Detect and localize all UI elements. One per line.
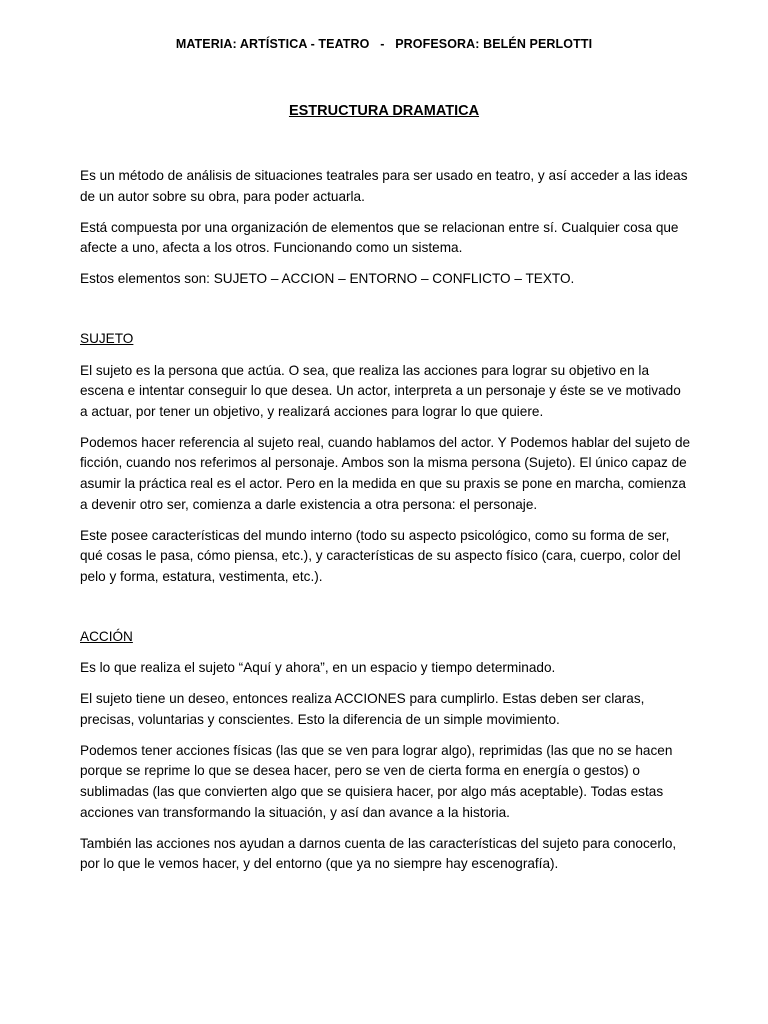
section-heading-sujeto: SUJETO: [80, 331, 134, 347]
section-heading-accion: ACCIÓN: [80, 629, 133, 644]
sujeto-paragraph: Podemos hacer referencia al sujeto real, cuando hablamos del actor. Y Podemos hablar del sujeto de ficción, cuando nos referimos al personaje. Ambos son la misma persona (Sujeto). El único capaz de asumir la práctica real es el actor. Pero en la medida en que su praxis se pone en marcha, comienza a devenir otro ser, comienza a darle existencia a otra persona: el personaje.: [80, 434, 691, 512]
section-spacer: [80, 300, 692, 329]
accion-paragraph: El sujeto tiene un deseo, entonces realiza ACCIONES para cumplirlo. Estas deben ser claras, precisas, voluntarias y conscientes. Esto la diferencia de un simple movimiento.: [80, 691, 645, 727]
accion-paragraph: Es lo que realiza el sujeto “Aquí y ahora”, en un espacio y tiempo determinado.: [80, 660, 556, 676]
sujeto-paragraph: Este posee características del mundo interno (todo su aspecto psicológico, como su forma de ser, qué cosas le pasa, cómo piensa, etc.), y características de su aspecto físico (cara, cuerpo, color del pelo y forma, estatura, vestimenta, etc.).: [80, 527, 681, 584]
section-spacer: [80, 598, 692, 627]
sujeto-paragraph: El sujeto es la persona que actúa. O sea, que realiza las acciones para lograr su objetivo en la escena e intentar conseguir lo que desea. Un actor, interpreta a un personaje y éste se ve motivado a actuar, por tener un objetivo, y realizará acciones para lograr lo que quiere.: [80, 362, 681, 419]
document-title: ESTRUCTURA DRAMATICA: [288, 103, 480, 119]
intro-paragraph: Está compuesta por una organización de elementos que se relacionan entre sí. Cualquier cosa que afecte a uno, afecta a los otros. Funcionando como un sistema.: [80, 219, 679, 256]
accion-paragraph: Podemos tener acciones físicas (las que se ven para lograr algo), reprimidas (las que no se hacen porque se reprime lo que se desea hacer, pero se ven de cierta forma en energía o gestos) o sublimadas (las que convierten algo que se quisiera hacer, por algo más aceptable). Todas estas acciones van transformando la situación, y así dan avance a la historia.: [80, 742, 673, 820]
intro-paragraph: Es un método de análisis de situaciones teatrales para ser usado en teatro, y así acceder a las ideas de un autor sobre su obra, para poder actuarla.: [80, 168, 688, 204]
document-header: MATERIA: ARTÍSTICA - TEATRO - PROFESORA: BELÉN PERLOTTI: [175, 37, 593, 51]
document-body: [80, 166, 692, 885]
accion-paragraph: También las acciones nos ayudan a darnos cuenta de las características del sujeto para conocerlo, por lo que le vemos hacer, y del entorno (que ya no siempre hay escenografía).: [80, 835, 677, 872]
intro-paragraph: Estos elementos son: SUJETO – ACCION – ENTORNO – CONFLICTO – TEXTO.: [80, 271, 575, 287]
